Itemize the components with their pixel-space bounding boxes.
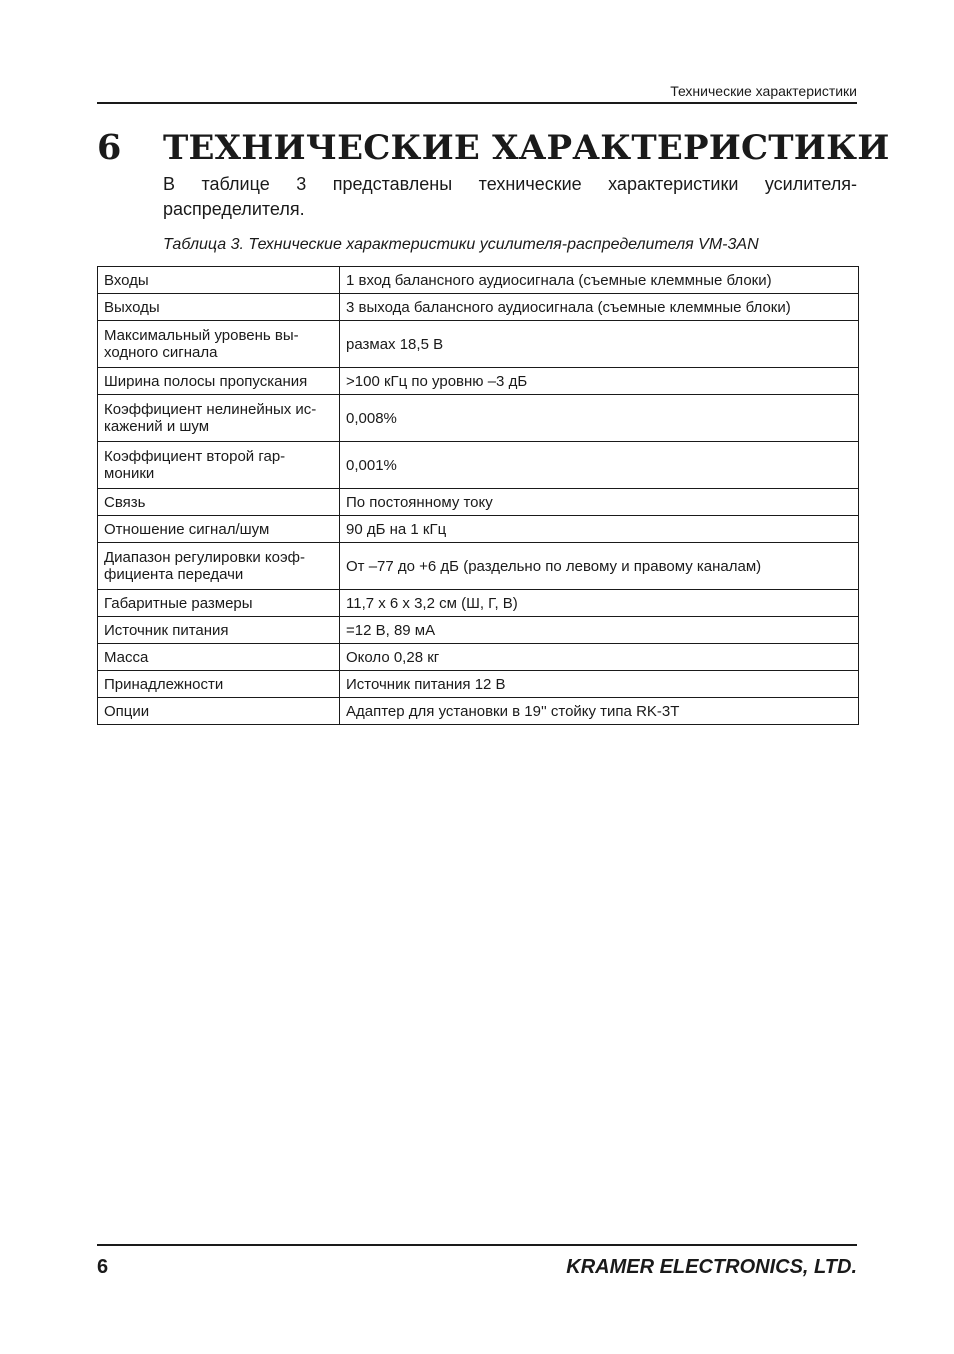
param-cell: Ширина полосы пропускания bbox=[98, 368, 340, 395]
value-cell: размах 18,5 В bbox=[340, 321, 859, 368]
param-cell: Связь bbox=[98, 489, 340, 516]
header-rule bbox=[97, 102, 857, 104]
table-row bbox=[98, 321, 859, 368]
param-cell: Выходы bbox=[98, 294, 340, 321]
param-cell: Опции bbox=[98, 698, 340, 725]
page-number: 6 bbox=[97, 1256, 109, 1278]
table-row bbox=[98, 698, 859, 725]
param-cell: Габаритные размеры bbox=[98, 590, 340, 617]
table-row bbox=[98, 267, 859, 294]
param-cell: Отношение сигнал/шум bbox=[98, 516, 340, 543]
table-row bbox=[98, 543, 859, 590]
param-cell: Принадлежности bbox=[98, 671, 340, 698]
value-cell: 90 дБ на 1 кГц bbox=[340, 516, 859, 543]
section-title: ТЕХНИЧЕСКИЕ ХАРАКТЕРИСТИКИ bbox=[163, 128, 890, 168]
param-cell: Источник питания bbox=[98, 617, 340, 644]
spec-table bbox=[97, 266, 859, 725]
value-cell: От –77 до +6 дБ (раздельно по левому и правому каналам) bbox=[340, 543, 859, 590]
param-cell: Диапазон регулировки коэф-фициента передачи bbox=[98, 543, 340, 590]
section-number: 6 bbox=[97, 127, 122, 168]
param-cell: Коэффициент второй гар-моники bbox=[98, 442, 340, 489]
table-row bbox=[98, 294, 859, 321]
running-header: Технические характеристики bbox=[670, 83, 857, 99]
table-row bbox=[98, 590, 859, 617]
value-cell: 0,008% bbox=[340, 395, 859, 442]
value-cell: 11,7 x 6 x 3,2 см (Ш, Г, В) bbox=[340, 590, 859, 617]
footer-rule bbox=[97, 1244, 857, 1246]
table-row bbox=[98, 395, 859, 442]
value-cell: 3 выхода балансного аудиосигнала (съемные клеммные блоки) bbox=[340, 294, 859, 321]
value-cell: 1 вход балансного аудиосигнала (съемные клеммные блоки) bbox=[340, 267, 859, 294]
table-row bbox=[98, 489, 859, 516]
value-cell: 0,001% bbox=[340, 442, 859, 489]
value-cell: >100 кГц по уровню –3 дБ bbox=[340, 368, 859, 395]
param-cell: Коэффициент нелинейных ис-кажений и шум bbox=[98, 395, 340, 442]
value-cell: =12 В, 89 мА bbox=[340, 617, 859, 644]
value-cell: Источник питания 12 В bbox=[340, 671, 859, 698]
table-row bbox=[98, 644, 859, 671]
table-row bbox=[98, 516, 859, 543]
table-row bbox=[98, 671, 859, 698]
table-row bbox=[98, 368, 859, 395]
param-cell: Входы bbox=[98, 267, 340, 294]
param-cell: Масса bbox=[98, 644, 340, 671]
value-cell: Около 0,28 кг bbox=[340, 644, 859, 671]
value-cell: По постоянному току bbox=[340, 489, 859, 516]
footer-company: KRAMER ELECTRONICS, LTD. bbox=[566, 1256, 857, 1278]
param-cell: Максимальный уровень вы-ходного сигнала bbox=[98, 321, 340, 368]
intro-paragraph: В таблице 3 представлены технические характеристики усилителя-распределителя. bbox=[163, 174, 857, 219]
table-row bbox=[98, 442, 859, 489]
table-caption: Таблица 3. Технические характеристики усилителя-распределителя VM-3AN bbox=[163, 236, 759, 253]
value-cell: Адаптер для установки в 19'' стойку типа RK-3T bbox=[340, 698, 859, 725]
table-row bbox=[98, 617, 859, 644]
